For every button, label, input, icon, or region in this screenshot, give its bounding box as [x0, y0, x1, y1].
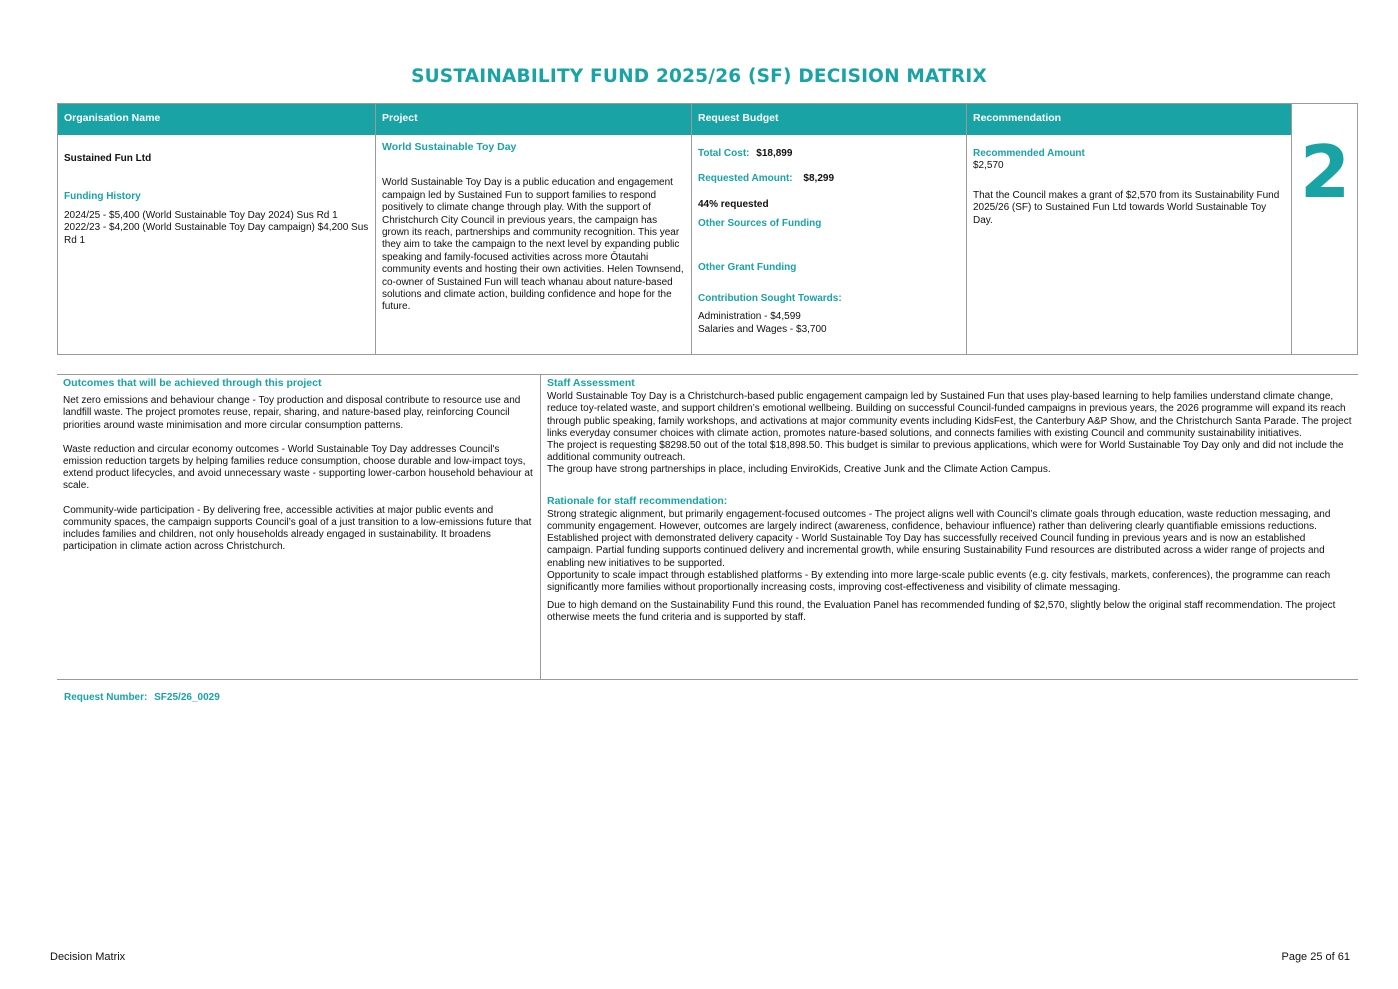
percent-requested: 44% requested — [698, 198, 769, 210]
outcome-paragraph: Community-wide participation - By delivering free, accessible activities at major public events and community spaces, the campaign supports Council’s goal of a just transition to a low-emissions future that includes families and children, not only households already engaged in sustainability. It broadens participation in climate action across Christchurch. — [63, 504, 532, 553]
staff-assessment-heading: Staff Assessment — [547, 377, 635, 389]
organisation-header: Organisation Name — [58, 104, 375, 135]
rationale-paragraph: Due to high demand on the Sustainability Fund this round, the Evaluation Panel has recommended funding of $2,570, slightly below the original staff recommendation. The project otherwise meets the fund criteria and is supported by staff. — [547, 600, 1336, 624]
funding-history-label: Funding History — [64, 191, 141, 203]
staff-assessment-column — [541, 375, 1358, 679]
request-number-label: Request Number: — [64, 692, 148, 703]
contribution-label: Contribution Sought Towards: — [698, 293, 842, 305]
staff-paragraph: The project is requesting $8298.50 out of the total $18,898.50. This budget is similar to previous applications, which were for World Sustainable Toy Day only and did not include the additional community outreach. — [547, 440, 1344, 464]
staff-paragraph: World Sustainable Toy Day is a Christchurch-based public engagement campaign led by Sustained Fun that uses play-based learning to help families understand climate change, reduce toy-related waste, and support children’s emotional wellbeing. Building on successful Council-funded campaigns in previous years, the 2026 programme will expand its reach through public speaking, family workshops, and activations at major community events including KidsFest, the Canterbury A&P Show, and the Christchurch Santa Parade. The project links everyday consumer choices with climate action, promotes nature-based solutions, and connects families with existing Council and community sustainability initiatives. — [547, 391, 1352, 439]
funding-history-item: 2022/23 - $4,200 (World Sustainable Toy Day campaign) $4,200 Sus Rd 1 — [64, 222, 369, 246]
total-cost-label: Total Cost: — [698, 148, 750, 159]
rationale-paragraph: Opportunity to scale impact through established platforms - By extending into more large-scale public events (e.g. city festivals, markets, conferences), the programme can reach significantly more families without proportionally increasing costs, improving cost-effectiveness and visibility of climate messaging. — [547, 569, 1331, 594]
staff-paragraph: The group have strong partnerships in place, including EnviroKids, Creative Junk and the Climate Action Campus. — [547, 464, 1051, 476]
organisation-name: Sustained Fun Ltd — [64, 153, 152, 164]
other-sources-label: Other Sources of Funding — [698, 218, 822, 230]
request-number-value: SF25/26_0029 — [154, 692, 220, 703]
total-cost-value: $18,899 — [756, 148, 793, 159]
outcome-paragraph: Net zero emissions and behaviour change - Toy production and disposal contribute to resource use and landfill waste. The project promotes reuse, repair, sharing, and nature-based play, reinforcing Council priorities around waste minimisation and more circular consumption patterns. — [63, 395, 521, 431]
rank-number: 2 — [1299, 130, 1351, 214]
project-name: World Sustainable Toy Day — [382, 141, 517, 153]
rationale-paragraph: Strong strategic alignment, but primarily engagement-focused outcomes - The project aligns well with Council’s climate goals through education, waste reduction messaging, and community engagement. However, outcomes are largely indirect (awareness, confidence, behaviour influence) rather than delivering clearly quantifiable emissions reductions. — [547, 508, 1331, 533]
budget-column — [692, 104, 967, 354]
assessment-section — [57, 374, 1358, 680]
contribution-item: Salaries and Wages - $3,700 — [698, 323, 827, 335]
project-description: World Sustainable Toy Day is a public education and engagement campaign led by Sustained Fun to support families to respond positively to climate change through play. With the support of Christchurch City Council in previous years, the campaign has grown its reach, partnerships and community recognition. This year they aim to take the campaign to the next level by expanding public speaking and family-focused activities across more Ōtautahi community events and hosting their own activities. Helen Townsend, co-owner of Sustained Fun will teach whanau about nature-based solutions and climate action, building confidence and hope for the future. — [382, 177, 684, 313]
recommendation-text: That the Council makes a grant of $2,570 from its Sustainability Fund 2025/26 (SF) to Sustained Fun Ltd towards World Sustainable Toy Day. — [973, 189, 1280, 226]
recommended-amount-value: $2,570 — [973, 160, 1004, 172]
budget-header: Request Budget — [692, 104, 966, 135]
page-title: SUSTAINABILITY FUND 2025/26 (SF) DECISION MATRIX — [411, 66, 987, 87]
outcomes-heading: Outcomes that will be achieved through this project — [63, 377, 322, 389]
footer-title: Decision Matrix — [50, 951, 126, 963]
rationale-paragraph: Established project with demonstrated delivery capacity - World Sustainable Toy Day has successfully received Council funding in previous years and is now an established campaign. Partial funding supports continued delivery and incremental growth, while ensuring Sustainability Fund resources are distributed across a wider range of projects and enabling new initiatives to be supported. — [547, 533, 1325, 569]
rationale-heading: Rationale for staff recommendation: — [547, 494, 728, 507]
recommendation-header: Recommendation — [967, 104, 1291, 135]
recommended-amount-label: Recommended Amount — [973, 148, 1085, 159]
funding-history-item: 2024/25 - $5,400 (World Sustainable Toy Day 2024) Sus Rd 1 — [64, 209, 338, 221]
outcomes-column — [57, 375, 541, 679]
recommendation-column — [967, 104, 1292, 354]
rank-column — [1292, 104, 1358, 354]
other-grant-label: Other Grant Funding — [698, 261, 797, 273]
request-number — [64, 692, 220, 703]
project-column — [376, 104, 692, 354]
requested-amount-value: $8,299 — [803, 173, 835, 185]
outcome-paragraph: Waste reduction and circular economy outcomes - World Sustainable Toy Day addresses Council's emission reduction targets by helping families reduce consumption, choose durable and low-impact toys, extend product lifecycles, and avoid unnecessary waste - supporting lower-carbon household behaviour at scale. — [63, 443, 533, 492]
page-number: Page 25 of 61 — [1281, 951, 1350, 963]
contribution-item: Administration - $4,599 — [698, 311, 801, 323]
project-header: Project — [376, 104, 691, 135]
decision-matrix-table — [57, 103, 1358, 355]
organisation-column — [58, 104, 376, 354]
requested-amount-label: Requested Amount: — [698, 173, 793, 185]
